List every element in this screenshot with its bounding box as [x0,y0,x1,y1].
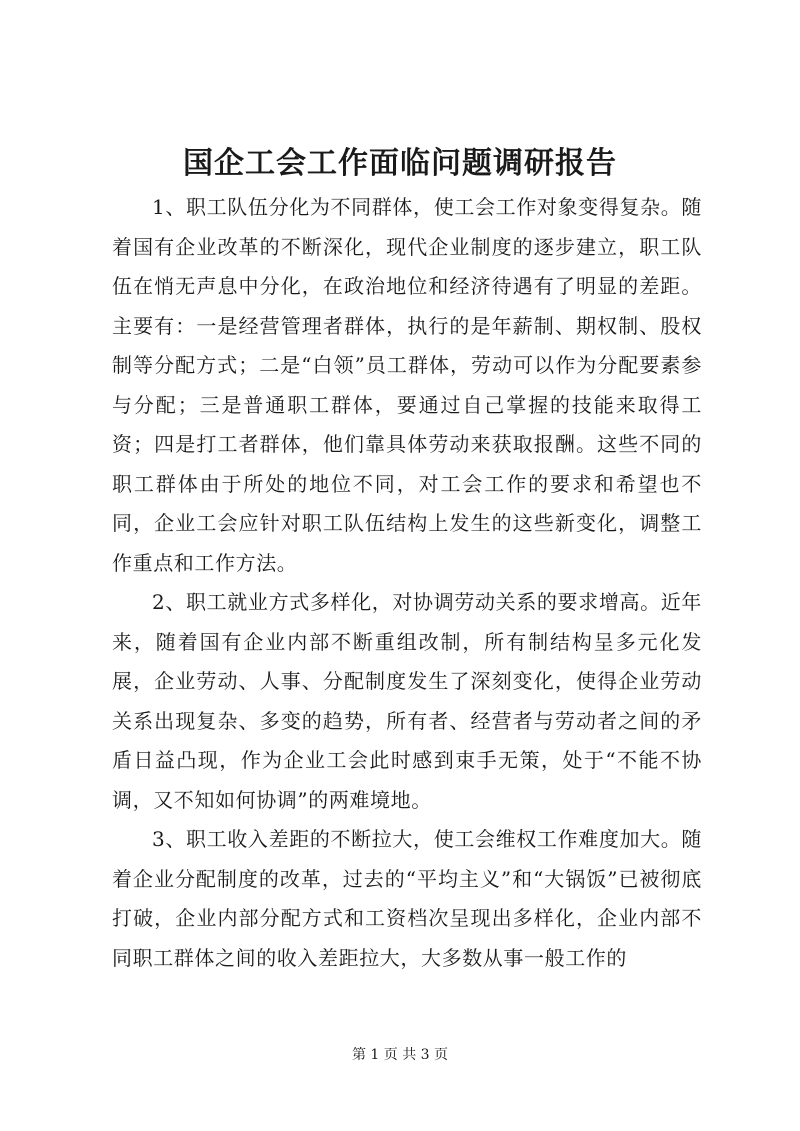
page-footer: 第 1 页 共 3 页 [351,1047,449,1063]
paragraph-2: 2、职工就业方式多样化，对协调劳动关系的要求增高。近年来，随着国有企业内部不断重组改制，所有制结构呈多元化发展，企业劳动、人事、分配制度发生了深刻变化，使得企业劳动关系出现复杂、多变的趋势，所有者、经营者与劳动者之间的矛盾日益凸现，作为企业工会此时感到束手无策，处于“不能不协调，又不知如何协调”的两难境地。 [112,590,702,812]
paragraph-1: 1、职工队伍分化为不同群体，使工会工作对象变得复杂。随着国有企业改革的不断深化，现代企业制度的逐步建立，职工队伍在悄无声息中分化，在政治地位和经济待遇有了明显的差距。主要有：一是经营管理者群体，执行的是年薪制、期权制、股权制等分配方式；二是“白领”员工群体，劳动可以作为分配要素参与分配；三是普通职工群体，要通过自己掌握的技能来取得工资；四是打工者群体，他们靠具体劳动来获取报酬。这些不同的职工群体由于所处的地位不同，对工会工作的要求和希望也不同，企业工会应针对职工队伍结构上发生的这些新变化，调整工作重点和工作方法。 [112,195,702,575]
document-body [112,188,702,978]
paragraph-3: 3、职工收入差距的不断拉大，使工会维权工作难度加大。随着企业分配制度的改革，过去的“平均主义”和“大锅饭”已被彻底打破，企业内部分配方式和工资档次呈现出多样化，企业内部不同职工群体之间的收入差距拉大，大多数从事一般工作的 [112,827,702,970]
page-title: 国企工会工作面临问题调研报告 [183,146,617,181]
